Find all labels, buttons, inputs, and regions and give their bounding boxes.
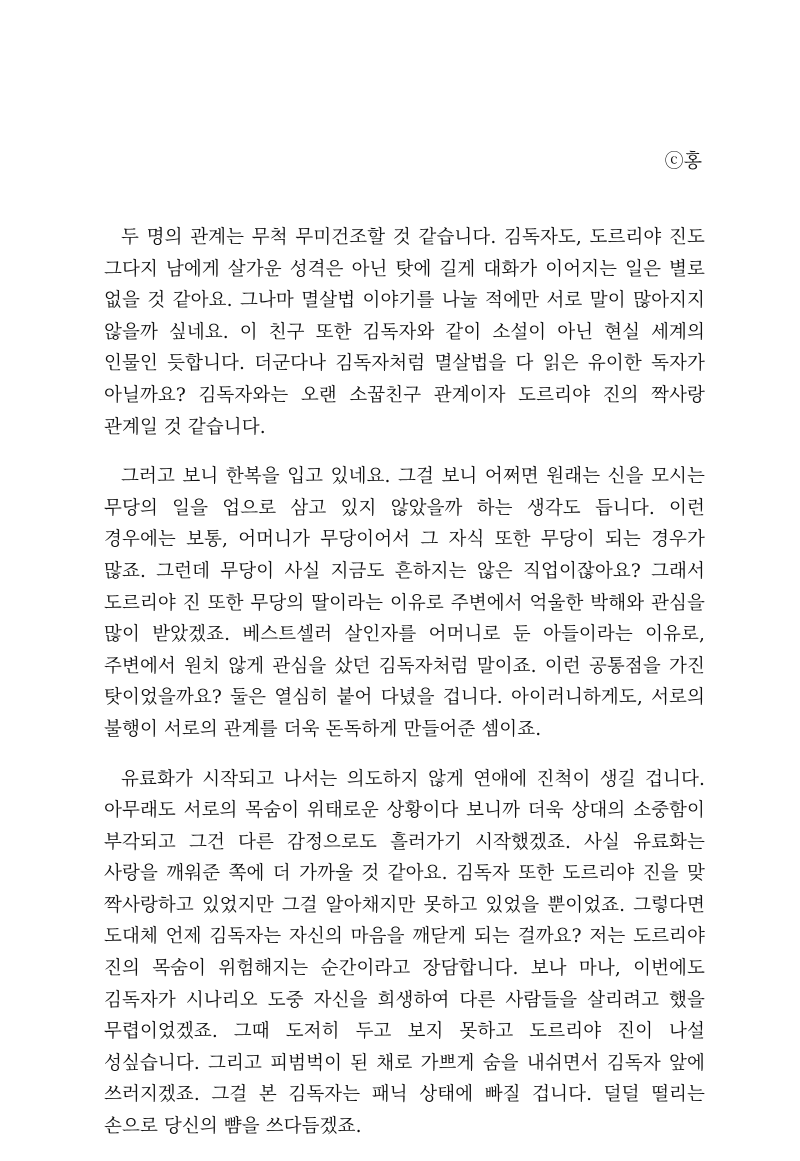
copyright-mark: ⓒ홍 (664, 150, 702, 172)
body-text (104, 222, 705, 1161)
paragraph-1: 두 명의 관계는 무척 무미건조할 것 같습니다. 김독자도, 도르리야 진도 그다지 남에게 살가운 성격은 아닌 탓에 길게 대화가 이어지는 일은 별로 없을 것 같아요. 그나마 멸살법 이야기를 나눌 적에만 서로 말이 많아지지 않을까 싶네요. 이 친구 또한 김독자와 같이 소설이 아닌 현실 세계의 인물인 듯합니다. 더군다나 김독자처럼 멸살법을 다 읽은 유이한 독자가 아닐까요? 김독자와는 오랜 소꿉친구 관계이자 도르리야 진의 짝사랑 관계일 것 같습니다. (104, 227, 705, 438)
paragraph-3: 유료화가 시작되고 나서는 의도하지 않게 연애에 진척이 생길 겁니다. 아무래도 서로의 목숨이 위태로운 상황이다 보니까 더욱 상대의 소중함이 부각되고 그건 다른 감정으로도 흘러가기 시작했겠죠. 사실 유료화는 사랑을 깨워준 쪽에 더 가까울 것 같아요. 김독자 또한 도르리야 진을 맞 짝사랑하고 있었지만 그걸 알아채지만 못하고 있었을 뿐이었죠. 그렇다면 도대체 언제 김독자는 자신의 마음을 깨닫게 되는 걸까요? 저는 도르리야 진의 목숨이 위험해지는 순간이라고 장담합니다. 보나 마나, 이번에도 김독자가 시나리오 도중 자신을 희생하여 다른 사람들을 살리려고 했을 무렵이었겠죠. 그때 도저히 두고 보지 못하고 도르리야 진이 나설 성싶습니다. 그리고 피범벅이 된 채로 가쁘게 숨을 내쉬면서 김독자 앞에 쓰러지겠죠. 그걸 본 김독자는 패닉 상태에 빠질 겁니다. 덜덜 떨리는 손으로 당신의 뺨을 쓰다듬겠죠. (104, 768, 705, 1138)
paragraph-2: 그러고 보니 한복을 입고 있네요. 그걸 보니 어쩌면 원래는 신을 모시는 무당의 일을 업으로 삼고 있지 않았을까 하는 생각도 듭니다. 이런 경우에는 보통, 어머니가 무당이어서 그 자식 또한 무당이 되는 경우가 많죠. 그런데 무당이 사실 지금도 흔하지는 않은 직업이잖아요? 그래서 도르리야 진 또한 무당의 딸이라는 이유로 주변에서 억울한 박해와 관심을 많이 받았겠죠. 베스트셀러 살인자를 어머니로 둔 아들이라는 이유로, 주변에서 원치 않게 관심을 샀던 김독자처럼 말이죠. 이런 공통점을 가진 탓이었을까요? 둘은 열심히 붙어 다녔을 겁니다. 아이러니하게도, 서로의 불행이 서로의 관계를 더욱 돈독하게 만들어준 셈이죠. (104, 466, 705, 740)
